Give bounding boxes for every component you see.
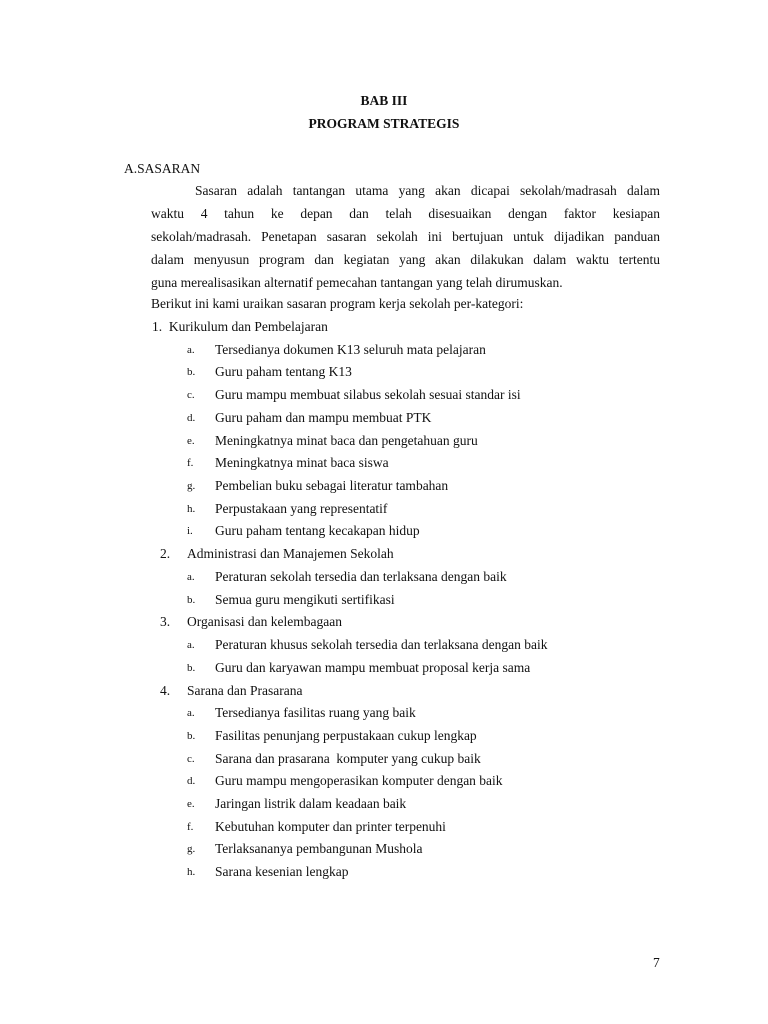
list-text: Guru mampu membuat silabus sekolah sesuai standar isi [215,387,521,402]
list-marker: f. [187,457,194,469]
paragraph-line-1: Sasaran adalah tantangan utama yang akan dicapai sekolah/madrasah dalam [195,183,660,198]
category-label: Organisasi dan kelembagaan [187,614,342,629]
intro-sentence: Berikut ini kami uraikan sasaran program kerja sekolah per-kategori: [151,296,524,311]
list-text: Perpustakaan yang representatif [215,501,388,516]
chapter-heading: BAB III [360,93,408,108]
list-marker: i. [187,525,193,537]
list-marker: c. [187,389,195,401]
category-label: Sarana dan Prasarana [187,683,303,698]
category-heading [0,683,768,703]
list-marker: b. [187,594,196,606]
category-number: 1. [152,319,163,334]
list-text: Guru mampu mengoperasikan komputer dengan baik [215,773,503,788]
paragraph-line-4: dalam menyusun program dan kegiatan yang akan dilakukan dalam waktu tertentu [151,252,660,267]
list-marker: g. [187,480,196,492]
section-heading [124,161,200,177]
list-text: Kebutuhan komputer dan printer terpenuhi [215,819,446,834]
list-text: Tersedianya dokumen K13 seluruh mata pelajaran [215,342,486,357]
list-marker: g. [187,843,196,855]
category-heading [152,319,328,335]
list-marker: d. [187,775,196,787]
list-text: Semua guru mengikuti sertifikasi [215,592,395,607]
category-number: 2. [160,546,171,561]
list-text: Meningkatnya minat baca dan pengetahuan guru [215,433,478,448]
section-title: SASARAN [137,161,201,176]
list-marker: d. [187,412,196,424]
list-marker: e. [187,798,195,810]
list-marker: h. [187,866,196,878]
category-number: 4. [160,683,171,698]
category-label: Administrasi dan Manajemen Sekolah [187,546,394,561]
list-text: Peraturan khusus sekolah tersedia dan terlaksana dengan baik [215,637,548,652]
list-marker: b. [187,366,196,378]
page-number: 7 [653,955,660,970]
list-text: Terlaksananya pembangunan Mushola [215,841,423,856]
paragraph-line-3: sekolah/madrasah. Penetapan sasaran sekolah ini bertujuan untuk dijadikan panduan [151,229,660,244]
list-marker: a. [187,571,195,583]
list-text: Jaringan listrik dalam keadaan baik [215,796,407,811]
chapter-title: PROGRAM STRATEGIS [308,116,460,131]
list-text: Peraturan sekolah tersedia dan terlaksana dengan baik [215,569,507,584]
list-marker: b. [187,730,196,742]
list-text: Fasilitas penunjang perpustakaan cukup lengkap [215,728,477,743]
list-marker: h. [187,503,196,515]
list-marker: b. [187,662,196,674]
list-text: Guru paham tentang kecakapan hidup [215,523,420,538]
list-marker: e. [187,435,195,447]
category-label: Kurikulum dan Pembelajaran [168,319,328,334]
list-marker: c. [187,753,195,765]
list-text: Sarana dan prasarana komputer yang cukup baik [215,751,481,766]
list-marker: a. [187,707,195,719]
list-text: Sarana kesenian lengkap [215,864,349,879]
list-text: Guru paham tentang K13 [215,364,352,379]
category-number: 3. [160,614,171,629]
paragraph-line-5: guna merealisasikan alternatif pemecahan tantangan yang telah dirumuskan. [151,275,563,290]
list-marker: a. [187,639,195,651]
list-marker: f. [187,821,194,833]
list-text: Pembelian buku sebagai literatur tambahan [215,478,449,493]
category-heading [0,614,768,634]
paragraph-line-2: waktu 4 tahun ke depan dan telah disesuaikan dengan faktor kesiapan [151,206,660,221]
list-marker: a. [187,344,195,356]
list-text: Guru dan karyawan mampu membuat proposal kerja sama [215,660,531,675]
list-text: Meningkatnya minat baca siswa [215,455,389,470]
category-heading [0,546,768,566]
list-text: Guru paham dan mampu membuat PTK [215,410,432,425]
list-text: Tersedianya fasilitas ruang yang baik [215,705,416,720]
section-letter: A. [124,161,138,176]
